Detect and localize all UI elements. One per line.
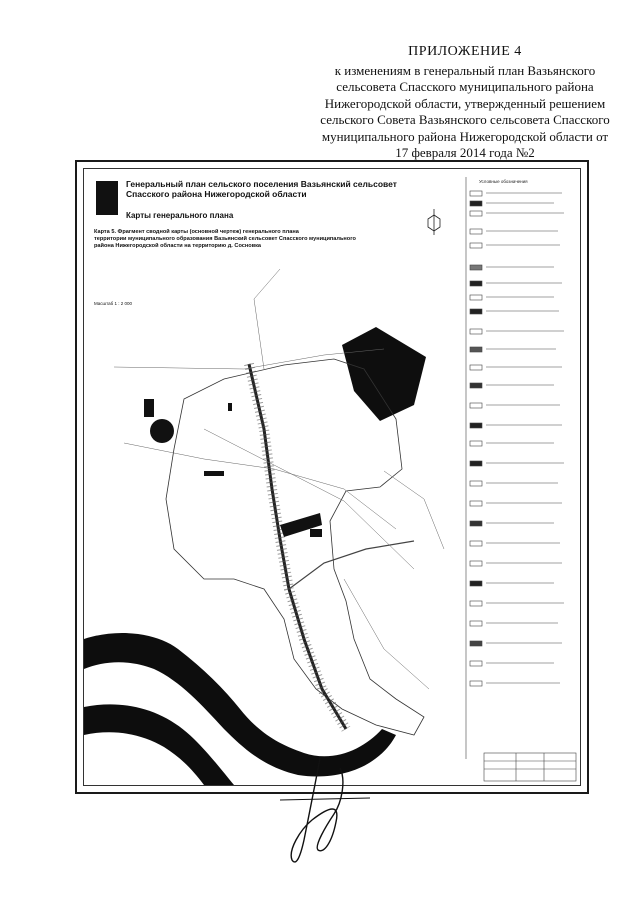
appendix-line: муниципального района Нижегородской области от (321, 128, 609, 144)
appendix-line: Нижегородской области, утвержденный решением (324, 95, 606, 111)
legend-rows (470, 191, 564, 686)
sheet-title (126, 179, 446, 199)
street-hatching (249, 364, 346, 729)
reservoir-circle (150, 419, 174, 443)
appendix-line: 17 февраля 2014 года №2 (395, 145, 535, 160)
appendix-line: к изменениям в генеральный план Вазьянского (334, 62, 596, 78)
north-sign (428, 209, 440, 235)
logo-emblem (96, 181, 118, 215)
legend-title: Условные обозначения (479, 179, 528, 184)
appendix-line: сельского Совета Вазьянского сельсовета Спасского (320, 112, 610, 127)
title-block (484, 753, 576, 781)
utility-lines (114, 269, 444, 689)
legend-panel (466, 177, 576, 781)
map-sheet (75, 160, 589, 794)
fragment-line: Карта 5. Фрагмент сводной карты (основной чертеж) генерального плана (94, 229, 299, 235)
appendix-header (300, 44, 630, 162)
dark-plot (144, 399, 154, 417)
map-drawing (84, 169, 580, 785)
fragment-line: района Нижегородской области на территорию д. Сосновка (94, 243, 262, 249)
map-frame (83, 168, 581, 786)
fragment-line: территории муниципального образования Вазьянский сельсовет Спасского муниципального (94, 236, 356, 242)
appendix-line: сельсовета Спасского муниципального района (336, 79, 594, 94)
side-road (289, 541, 414, 589)
forest-area (342, 327, 426, 421)
maps-label: Карты генерального плана (126, 211, 234, 220)
appendix-title: ПРИЛОЖЕНИЕ 4 (408, 44, 522, 59)
sheet-title-line: Генеральный план сельского поселения Вазьянский сельсовет (126, 179, 397, 189)
sheet-title-line: Спасского района Нижегородской области (126, 189, 307, 199)
handwritten-signature (270, 750, 380, 870)
fragment-title (94, 229, 364, 250)
river-lower (84, 704, 234, 785)
map-scale: Масштаб 1 : 2 000 (94, 301, 133, 306)
